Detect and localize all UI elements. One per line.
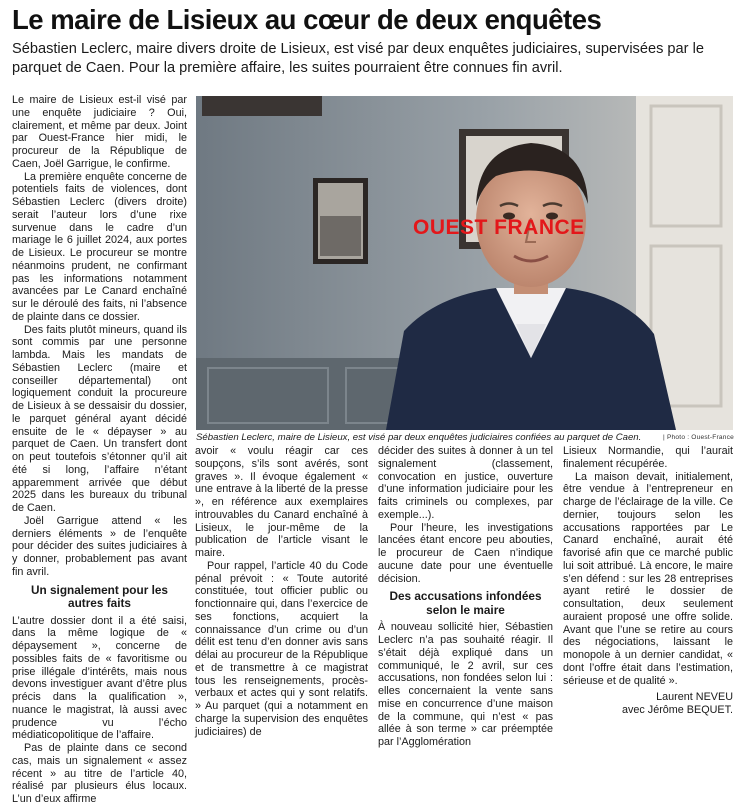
article-column-2 [195, 445, 368, 738]
newspaper-watermark: OUEST FRANCE [413, 216, 585, 239]
paragraph: La première enquête concerne de potentiels faits de violences, dont Sébastien Leclerc (divers droite) serait l’auteur lors d’une rixe survenue dans le cadre d’un mariage le 6 juillet 2024, aux portes de Lisieux. Le procureur se montre néanmoins prudent, ne confirmant pas les informations notamment avancées par Le Canard enchaîné sur le déroulé des faits, ni l’absence de plainte dans ce dossier. [12, 170, 187, 323]
photo-caption: Sébastien Leclerc, maire de Lisieux, est visé par deux enquêtes judiciaires confiées au parquet de Caen. [196, 432, 642, 443]
photo-credit: | Photo : Ouest-France [663, 434, 734, 441]
byline-coauthor: avec Jérôme BEQUET. [621, 704, 733, 716]
paragraph: Pour l’heure, les investigations lancées étant encore peu abouties, le procureur de Caen n’indique aucune date pour une éventuelle décision. [378, 521, 553, 585]
paragraph: Le maire de Lisieux est-il visé par une enquête judiciaire ? Oui, clairement, et même par deux. Joint par Ouest-France hier midi, le procureur de la République de Caen, Joël Garrigue, le confirme. [12, 94, 187, 170]
paragraph: avoir « voulu réagir car ces soupçons, s’ils sont avérés, sont graves ». Il évoque également « une entrave à la liberté de la presse », en référence aux exemplaires introuvables du Canard enchaîné à Lisieux, le jour-même de la publication de l’article visant le maire. [195, 445, 368, 559]
paragraph: L’autre dossier dont il a été saisi, dans la même logique de « dépaysement », concerne de possibles faits de « favoritisme ou prise illégale d’intérêts, mais nous devons investiguer avant d’être plus précis dans la qualification », nuance le magistrat, là aussi avec prudence vu l’écho médiaticopolitique de l’affaire. [12, 614, 187, 742]
byline-author: Laurent NEVEU [656, 691, 733, 703]
subheading: Un signalement pour les autres faits [30, 582, 168, 610]
paragraph: Pour rappel, l’article 40 du Code pénal prévoit : « Toute autorité constituée, tout officier public ou fonctionnaire qui, dans l’exercice de ses fonctions, acquiert la connaissance d’un crime ou d’un délit est tenu d’en donner avis sans délai au procureur de la République et de transmettre à ce magistrat tous les renseignements, procès-verbaux et actes qui y sont relatifs. » Au parquet (qui a notamment en charge la supervision des enquêtes judiciaires) de [195, 559, 368, 738]
portrait-illustration [196, 96, 733, 430]
paragraph: Des faits plutôt mineurs, quand ils sont commis par une personne lambda. Mais les mandats de Sébastien Leclerc (maire et conseiller départemental) ont logiquement conduit la procureure de Lisieux à se dessaisir du dossier, le parquet général ayant décidé ensuite de le « dépayser » au parquet de Caen. Un transfert dont on peut toutefois s’étonner qu’il ait été si long, l’affaire n’étant apparemment arrivée que début 2025 dans les bureaux du tribunal de Caen. [12, 323, 187, 514]
article-column-4 [563, 445, 733, 695]
paragraph: Joël Garrigue attend « les derniers éléments » de l’enquête pour décider des suites judiciaires à y donner, probablement pas avant fin avril. [12, 514, 187, 578]
paragraph: La maison devait, initialement, être vendue à l’entrepreneur en charge de l’éclairage de la ville. Ce dernier, toujours selon les accusations rapportées par Le Canard enchaîné, aurait été favorisé afin que ce marché public lui soit attribué. Là encore, le maire s’en défend : sur les 28 entreprises ayant retiré le dossier de consultation, deux seulement auraient proposé une offre solide. Avant que l’une se retire au cours des négociations, laissant le monopole à un dernier candidat, « dont l’offre était dans l’estimation, sérieuse et de qualité ». [563, 470, 733, 687]
article-lead: Sébastien Leclerc, maire divers droite de Lisieux, est visé par deux enquêtes judiciaires, supervisées par le parquet de Caen. Pour la première affaire, les suites pourraient être connues fin avril. [12, 41, 704, 76]
paragraph: À nouveau sollicité hier, Sébastien Leclerc n’a pas souhaité réagir. Il s’était déjà expliqué dans un communiqué, le 2 avril, sur ces accusations, non fondées selon lui : elles concernaient la vente sans mise en concurrence d’une maison de la commune, qui n’est « pas allée à son terme » car préemptée par l’Agglomération [378, 621, 553, 748]
paragraph: décider des suites à donner à un tel signalement (classement, convocation en justice, ouverture d’une information judiciaire pour les faits criminels ou complexes, par exemple...). [378, 445, 553, 521]
paragraph: Pas de plainte dans ce second cas, mais un signalement « assez récent » au titre de l’article 40, réalisé par plusieurs élus locaux. L’un d’eux affirme [12, 742, 187, 805]
paragraph: Lisieux Normandie, qui l’aurait finalement récupérée. [563, 445, 733, 470]
byline [563, 691, 733, 717]
article-column-3 [378, 445, 553, 748]
article-column-1 [12, 94, 187, 805]
subheading: Des accusations infondées selon le maire [389, 589, 542, 617]
article-photo [196, 96, 733, 430]
article-headline: Le maire de Lisieux au cœur de deux enquêtes [12, 4, 602, 35]
